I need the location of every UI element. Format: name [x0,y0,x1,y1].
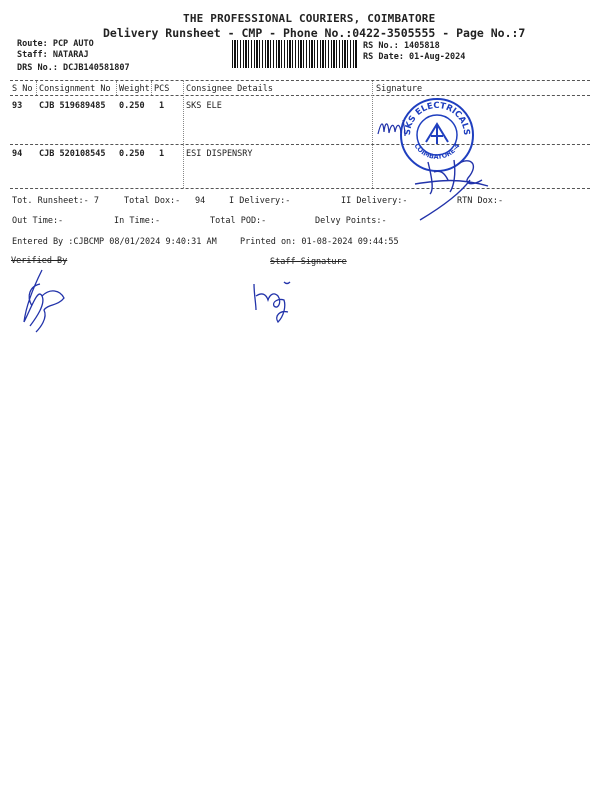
row-weight: 0.250 [119,101,145,111]
row-consignee: ESI DISPENSRY [186,149,253,159]
out-time: Out Time:- [12,216,64,226]
company-title: THE PROFESSIONAL COURIERS, COIMBATORE [183,12,436,25]
delvy-points: Delvy Points:- [315,216,387,226]
page-subtitle: Delivery Runsheet - CMP - Phone No.:0422-3505555 - Page No.:7 [103,26,526,40]
stamp-text-bottom: COIMBATORE-4 [412,142,462,161]
col-header-consignment: Consignment No [39,84,111,94]
table-top-rule [10,80,590,81]
printed-on: Printed on: 01-08-2024 09:44:55 [240,237,399,247]
row-weight: 0.250 [119,149,145,159]
total-dox-label: Total Dox:- [124,196,181,206]
row-consignment: CJB 520108545 [39,149,106,159]
col-header-signature: Signature [376,84,423,94]
table-header-rule [10,95,590,96]
barcode [232,40,357,68]
row-signature [410,150,510,228]
verified-signature [12,266,72,336]
col-header-pcs: PCS [154,84,170,94]
col-divider [151,81,152,95]
total-pod: Total POD:- [210,216,267,226]
row-pcs: 1 [159,149,165,159]
col-header-consignee: Consignee Details [186,84,273,94]
row-pcs: 1 [159,101,165,111]
i-delivery: I Delivery:- [229,196,291,206]
rtn-dox: RTN Dox:- [457,196,504,206]
col-divider [116,81,117,95]
route-label: Route: PCP AUTO [17,39,94,49]
verified-by-label: Verified By [11,256,68,266]
row-signature [375,112,415,142]
col-divider [372,81,373,188]
total-dox-value: 94 [195,196,206,206]
tot-runsheet: Tot. Runsheet:- 7 [12,196,99,206]
in-time: In Time:- [114,216,161,226]
row-divider [10,144,590,145]
col-header-sno: S No [12,84,33,94]
row-sno: 93 [12,101,23,111]
col-header-weight: Weight [119,84,150,94]
row-consignee: SKS ELE [186,101,222,111]
rs-date: RS Date: 01-Aug-2024 [363,52,466,62]
rs-number: RS No.: 1405818 [363,41,440,51]
ii-delivery: II Delivery:- [341,196,408,206]
drs-number: DRS No.: DCJB140581807 [17,63,130,73]
entered-by: Entered By :CJBCMP 08/01/2024 9:40:31 AM [12,237,217,247]
col-divider [183,81,184,188]
staff-signature-label: Staff Signature [270,257,347,267]
row-sno: 94 [12,149,23,159]
row-consignment: CJB 519689485 [39,101,106,111]
col-divider [36,81,37,95]
staff-label: Staff: NATARAJ [17,50,89,60]
staff-signature [248,276,300,326]
stamp-text-top: SKS ELECTRICALS [402,100,472,136]
